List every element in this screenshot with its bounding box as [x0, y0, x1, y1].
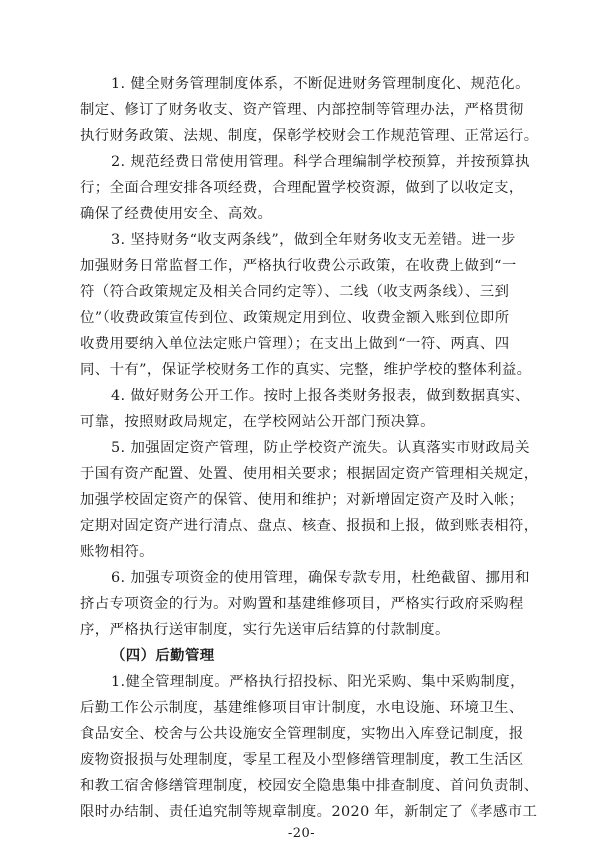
paragraph-line: 账物相符。: [80, 544, 154, 560]
paragraph-line: 限时办结制、责任追究制等规章制度。2020 年，新制定了《孝感市工: [80, 804, 538, 820]
paragraph-line: 1. 健全财务管理制度体系，不断促进财务管理制度化、规范化。: [111, 76, 530, 92]
paragraph-line: 加强学校固定资产的保管、使用和维护；对新增固定资产及时入帐；: [80, 492, 524, 508]
paragraph-line: 序，严格执行送审制度，实行先送审后结算的付款制度。: [80, 622, 450, 638]
paragraph-line: 收费用要纳入单位法定账户管理）；在支出上做到“一符、两真、四: [80, 336, 510, 352]
paragraph-line: 同、十有”，保证学校财务工作的真实、完整，维护学校的整体利益。: [80, 362, 532, 378]
paragraph-line: 6. 加强专项资金的使用管理，确保专款专用，杜绝截留、挪用和: [111, 570, 530, 586]
page-number: -20-: [287, 826, 316, 841]
paragraph-line: 挤占专项资金的行为。对购置和基建维修项目，严格实行政府采购程: [80, 596, 524, 612]
paragraph-line: 于国有资产配置、处置、使用相关要求；根据固定资产管理相关规定，: [80, 466, 539, 482]
paragraph-line: 制定、修订了财务收支、资产管理、内部控制等管理办法，严格贯彻: [80, 102, 524, 118]
paragraph-line: 2. 规范经费日常使用管理。科学合理编制学校预算，并按预算执: [111, 154, 530, 170]
paragraph-line: 符（符合政策规定及相关合同约定等）、二线（收支两条线）、三到: [80, 284, 510, 300]
paragraph-line: 5. 加强固定资产管理，防止学校资产流失。认真落实市财政局关: [111, 440, 530, 456]
paragraph-line: 确保了经费使用安全、高效。: [80, 206, 273, 222]
paragraph-line: 定期对固定资产进行清点、盘点、核查、报损和上报，做到账表相符，: [80, 518, 539, 534]
section-heading: （四）后勤管理: [111, 647, 215, 664]
paragraph-line: 行；全面合理安排各项经费，合理配置学校资源，做到了以收定支，: [80, 180, 524, 196]
paragraph-line: 位”（收费政策宣传到位、政策规定用到位、收费金额入账到位即所: [80, 310, 510, 326]
paragraph-line: 4. 做好财务公开工作。按时上报各类财务报表，做到数据真实、: [111, 388, 530, 404]
paragraph-line: 可靠，按照财政局规定，在学校网站公开部门预决算。: [80, 414, 435, 430]
paragraph-line: 和教工宿舍修缮管理制度，校园安全隐患集中排查制度、首问负责制、: [80, 778, 539, 794]
paragraph-line: 后勤工作公示制度，基建维修项目审计制度，水电设施、环境卫生、: [80, 700, 524, 716]
paragraph-line: 食品安全、校舍与公共设施安全管理制度，实物出入库登记制度，报: [80, 726, 524, 742]
paragraph-line: 执行财务政策、法规、制度，保彰学校财会工作规范管理、正常运行。: [80, 128, 539, 144]
paragraph-line: 1.健全管理制度。严格执行招投标、阳光采购、集中采购制度，: [111, 674, 525, 690]
paragraph-line: 废物资报损与处理制度，零星工程及小型修缮管理制度，教工生活区: [80, 752, 524, 768]
paragraph-line: 加强财务日常监督工作，严格执行收费公示政策，在收费上做到“一: [80, 258, 517, 274]
paragraph-line: 3. 坚持财务“收支两条线”，做到全年财务收支无差错。进一步: [111, 232, 516, 248]
